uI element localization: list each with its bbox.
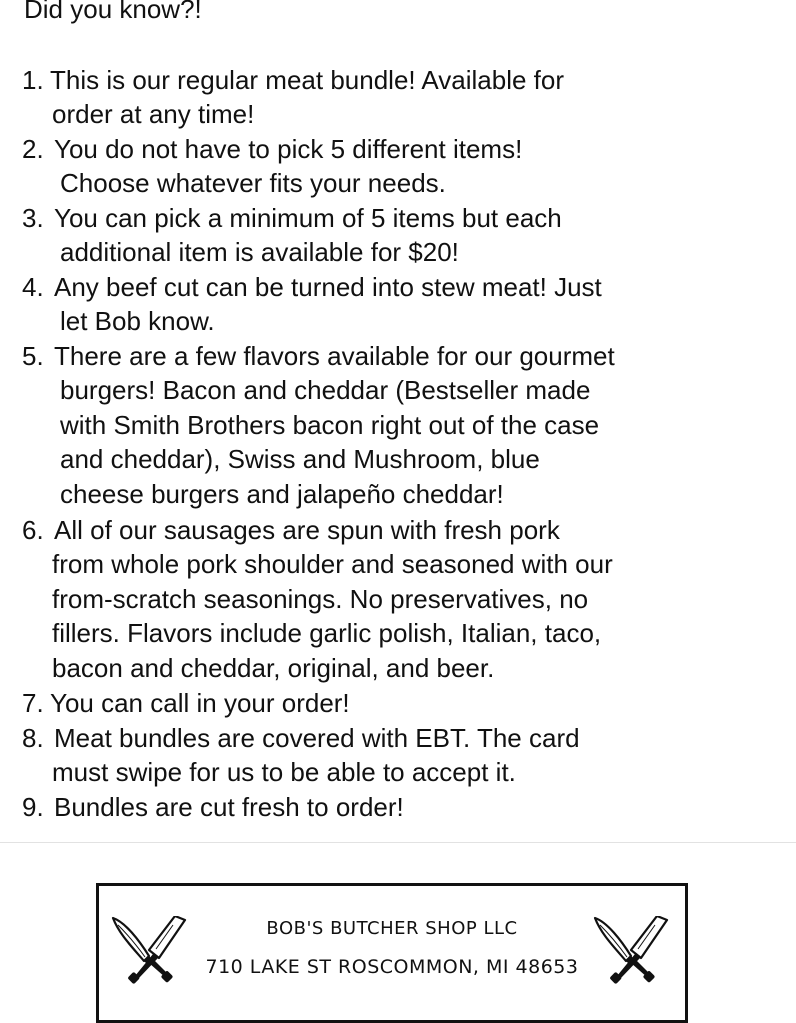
item-text: Meat bundles are covered with EBT. The card xyxy=(54,723,580,753)
business-name: BOB'S BUTCHER SHOP LLC xyxy=(266,918,518,939)
item-number: 3. xyxy=(22,203,44,233)
item-text: All of our sausages are spun with fresh pork xyxy=(54,515,560,545)
item-text: You do not have to pick 5 different items! xyxy=(54,134,523,164)
notes-heading: Did you know?! xyxy=(24,0,202,24)
item-number: 2. xyxy=(22,134,44,164)
crossed-knife-cleaver-icon xyxy=(591,916,671,996)
list-item xyxy=(22,721,580,790)
business-address: 710 LAKE ST ROSCOMMON, MI 48653 xyxy=(205,956,579,978)
item-text: must swipe for us to be able to accept it. xyxy=(52,757,516,788)
item-text: cheese burgers and jalapeño cheddar! xyxy=(60,478,504,509)
item-number: 7. xyxy=(22,688,44,718)
item-text: bacon and cheddar, original, and beer. xyxy=(52,652,495,683)
item-text: with Smith Brothers bacon right out of the case xyxy=(60,409,600,440)
list-item xyxy=(22,513,613,685)
item-text: and cheddar), Swiss and Mushroom, blue xyxy=(60,444,540,475)
list-item xyxy=(22,201,562,270)
item-text: This is our regular meat bundle! Available for xyxy=(50,65,565,95)
item-text: Any beef cut can be turned into stew meat! Just xyxy=(54,272,602,302)
item-number: 4. xyxy=(22,272,44,302)
item-text: from-scratch seasonings. No preservatives, no xyxy=(52,583,589,614)
list-item xyxy=(22,686,350,720)
item-number: 9. xyxy=(22,792,44,822)
business-card-area xyxy=(0,843,796,1000)
item-text: There are a few flavors available for our gourmet xyxy=(54,341,615,371)
item-number: 6. xyxy=(22,515,44,545)
list-item xyxy=(22,270,602,339)
item-text: You can pick a minimum of 5 items but each xyxy=(54,203,562,233)
item-text: burgers! Bacon and cheddar (Bestseller made xyxy=(60,375,591,406)
list-item xyxy=(22,63,564,132)
business-card xyxy=(96,883,688,1023)
item-text: let Bob know. xyxy=(60,306,215,337)
item-number: 1. xyxy=(22,65,44,95)
list-item xyxy=(22,790,404,824)
item-text: You can call in your order! xyxy=(50,688,350,718)
item-number: 8. xyxy=(22,723,44,753)
item-text: Choose whatever fits your needs. xyxy=(60,168,446,199)
list-item xyxy=(22,132,522,201)
item-text: additional item is available for $20! xyxy=(60,237,459,268)
item-text: fillers. Flavors include garlic polish, Italian, taco, xyxy=(52,618,602,649)
item-text: order at any time! xyxy=(52,99,255,130)
item-number: 5. xyxy=(22,341,44,371)
list-item xyxy=(22,339,615,511)
item-text: Bundles are cut fresh to order! xyxy=(54,792,404,822)
item-text: from whole pork shoulder and seasoned with our xyxy=(52,549,613,580)
